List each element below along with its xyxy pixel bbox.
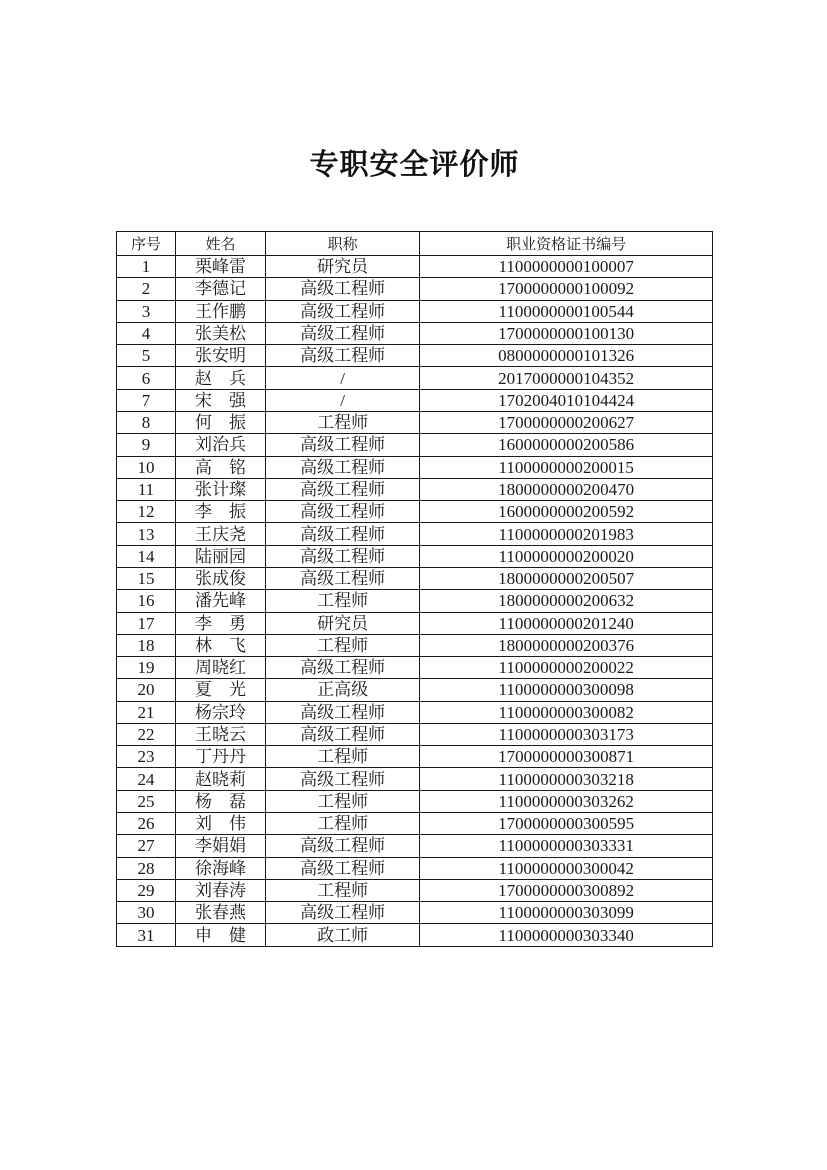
table-row <box>117 790 713 812</box>
job-title: 政工师 <box>265 924 419 947</box>
certificate-number: 1100000000303340 <box>420 924 713 947</box>
job-title: 高级工程师 <box>265 835 419 857</box>
certificate-number: 1700000000100092 <box>420 278 713 300</box>
column-header-no: 序号 <box>117 232 176 256</box>
row-no: 31 <box>117 924 176 947</box>
certificate-number: 1800000000200632 <box>420 590 713 612</box>
row-no: 21 <box>117 701 176 723</box>
certificate-number: 1100000000303262 <box>420 790 713 812</box>
job-title: 高级工程师 <box>265 345 419 367</box>
row-no: 6 <box>117 367 176 389</box>
table-row <box>117 501 713 523</box>
job-title: 高级工程师 <box>265 723 419 745</box>
person-name: 林 飞 <box>176 634 266 656</box>
table-row <box>117 879 713 901</box>
table-row <box>117 389 713 411</box>
person-name: 张成俊 <box>176 567 266 589</box>
column-header-title: 职称 <box>265 232 419 256</box>
job-title: 高级工程师 <box>265 434 419 456</box>
person-name: 王晓云 <box>176 723 266 745</box>
certificate-number: 1100000000303099 <box>420 902 713 924</box>
row-no: 1 <box>117 256 176 278</box>
certificate-number: 1100000000300042 <box>420 857 713 879</box>
certificate-number: 1100000000201983 <box>420 523 713 545</box>
row-no: 22 <box>117 723 176 745</box>
certificate-number: 1100000000200015 <box>420 456 713 478</box>
person-name: 李 勇 <box>176 612 266 634</box>
person-name: 张计璨 <box>176 478 266 500</box>
row-no: 25 <box>117 790 176 812</box>
person-name: 申 健 <box>176 924 266 947</box>
person-name: 周晓红 <box>176 657 266 679</box>
column-header-cert: 职业资格证书编号 <box>420 232 713 256</box>
person-name: 王庆尧 <box>176 523 266 545</box>
row-no: 5 <box>117 345 176 367</box>
table-row <box>117 813 713 835</box>
row-no: 29 <box>117 879 176 901</box>
header-row <box>117 232 713 256</box>
job-title: 正高级 <box>265 679 419 701</box>
certificate-number: 1700000000300871 <box>420 746 713 768</box>
table-row <box>117 701 713 723</box>
table-row <box>117 456 713 478</box>
row-no: 12 <box>117 501 176 523</box>
row-no: 18 <box>117 634 176 656</box>
person-name: 夏 光 <box>176 679 266 701</box>
person-name: 李 振 <box>176 501 266 523</box>
table-row <box>117 857 713 879</box>
person-name: 张美松 <box>176 322 266 344</box>
table-row <box>117 322 713 344</box>
row-no: 26 <box>117 813 176 835</box>
table-row <box>117 657 713 679</box>
row-no: 2 <box>117 278 176 300</box>
person-name: 赵晓莉 <box>176 768 266 790</box>
person-name: 杨 磊 <box>176 790 266 812</box>
column-header-name: 姓名 <box>176 232 266 256</box>
row-no: 28 <box>117 857 176 879</box>
table-row <box>117 300 713 322</box>
certificate-number: 1100000000303331 <box>420 835 713 857</box>
certificate-number: 1800000000200470 <box>420 478 713 500</box>
certificate-number: 1700000000300595 <box>420 813 713 835</box>
row-no: 30 <box>117 902 176 924</box>
person-name: 张安明 <box>176 345 266 367</box>
certificate-number: 1100000000200022 <box>420 657 713 679</box>
certificate-number: 1100000000200020 <box>420 545 713 567</box>
certificate-number: 1100000000100544 <box>420 300 713 322</box>
person-name: 王作鹏 <box>176 300 266 322</box>
job-title: 高级工程师 <box>265 701 419 723</box>
person-name: 李娟娟 <box>176 835 266 857</box>
table-row <box>117 478 713 500</box>
row-no: 4 <box>117 322 176 344</box>
row-no: 10 <box>117 456 176 478</box>
table-row <box>117 590 713 612</box>
job-title: 高级工程师 <box>265 300 419 322</box>
job-title: / <box>265 367 419 389</box>
table-row <box>117 567 713 589</box>
person-name: 杨宗玲 <box>176 701 266 723</box>
certificate-number: 1700000000300892 <box>420 879 713 901</box>
certificate-number: 1100000000300082 <box>420 701 713 723</box>
table-row <box>117 278 713 300</box>
job-title: 高级工程师 <box>265 657 419 679</box>
job-title: 工程师 <box>265 879 419 901</box>
job-title: 高级工程师 <box>265 478 419 500</box>
certificate-number: 1700000000100130 <box>420 322 713 344</box>
job-title: 高级工程师 <box>265 322 419 344</box>
row-no: 13 <box>117 523 176 545</box>
certificate-number: 1100000000303173 <box>420 723 713 745</box>
row-no: 24 <box>117 768 176 790</box>
row-no: 8 <box>117 411 176 433</box>
row-no: 17 <box>117 612 176 634</box>
person-name: 赵 兵 <box>176 367 266 389</box>
certificate-number: 1800000000200507 <box>420 567 713 589</box>
row-no: 15 <box>117 567 176 589</box>
certificate-number: 1100000000201240 <box>420 612 713 634</box>
row-no: 14 <box>117 545 176 567</box>
job-title: 工程师 <box>265 411 419 433</box>
table-body <box>117 256 713 947</box>
job-title: 工程师 <box>265 790 419 812</box>
job-title: 研究员 <box>265 256 419 278</box>
job-title: 高级工程师 <box>265 278 419 300</box>
job-title: 高级工程师 <box>265 567 419 589</box>
row-no: 27 <box>117 835 176 857</box>
row-no: 23 <box>117 746 176 768</box>
row-no: 9 <box>117 434 176 456</box>
certificate-number: 1700000000200627 <box>420 411 713 433</box>
job-title: 工程师 <box>265 813 419 835</box>
certificate-number: 1100000000300098 <box>420 679 713 701</box>
certificate-number: 1600000000200586 <box>420 434 713 456</box>
certificate-number: 1800000000200376 <box>420 634 713 656</box>
row-no: 11 <box>117 478 176 500</box>
row-no: 20 <box>117 679 176 701</box>
table-row <box>117 634 713 656</box>
staff-table <box>116 231 713 947</box>
person-name: 刘 伟 <box>176 813 266 835</box>
person-name: 张春燕 <box>176 902 266 924</box>
table-row <box>117 679 713 701</box>
person-name: 高 铭 <box>176 456 266 478</box>
certificate-number: 1600000000200592 <box>420 501 713 523</box>
table-row <box>117 902 713 924</box>
job-title: 高级工程师 <box>265 857 419 879</box>
job-title: 高级工程师 <box>265 501 419 523</box>
table-row <box>117 924 713 947</box>
job-title: / <box>265 389 419 411</box>
certificate-number: 2017000000104352 <box>420 367 713 389</box>
page-title: 专职安全评价师 <box>309 149 520 181</box>
job-title: 工程师 <box>265 590 419 612</box>
person-name: 潘先峰 <box>176 590 266 612</box>
table-row <box>117 723 713 745</box>
table-row <box>117 746 713 768</box>
job-title: 工程师 <box>265 746 419 768</box>
table-row <box>117 345 713 367</box>
table-row <box>117 545 713 567</box>
table-row <box>117 768 713 790</box>
table-row <box>117 434 713 456</box>
person-name: 栗峰雷 <box>176 256 266 278</box>
person-name: 徐海峰 <box>176 857 266 879</box>
table-row <box>117 411 713 433</box>
certificate-number: 1702004010104424 <box>420 389 713 411</box>
person-name: 陆丽园 <box>176 545 266 567</box>
table-row <box>117 612 713 634</box>
job-title: 高级工程师 <box>265 545 419 567</box>
job-title: 高级工程师 <box>265 902 419 924</box>
row-no: 3 <box>117 300 176 322</box>
table-row <box>117 523 713 545</box>
table-row <box>117 256 713 278</box>
row-no: 7 <box>117 389 176 411</box>
person-name: 刘春涛 <box>176 879 266 901</box>
table-row <box>117 367 713 389</box>
certificate-number: 1100000000100007 <box>420 256 713 278</box>
job-title: 高级工程师 <box>265 523 419 545</box>
table-header <box>117 232 713 256</box>
certificate-number: 0800000000101326 <box>420 345 713 367</box>
job-title: 高级工程师 <box>265 456 419 478</box>
person-name: 何 振 <box>176 411 266 433</box>
person-name: 刘治兵 <box>176 434 266 456</box>
job-title: 工程师 <box>265 634 419 656</box>
person-name: 李德记 <box>176 278 266 300</box>
row-no: 16 <box>117 590 176 612</box>
certificate-number: 1100000000303218 <box>420 768 713 790</box>
person-name: 宋 强 <box>176 389 266 411</box>
table-row <box>117 835 713 857</box>
person-name: 丁丹丹 <box>176 746 266 768</box>
job-title: 研究员 <box>265 612 419 634</box>
job-title: 高级工程师 <box>265 768 419 790</box>
row-no: 19 <box>117 657 176 679</box>
